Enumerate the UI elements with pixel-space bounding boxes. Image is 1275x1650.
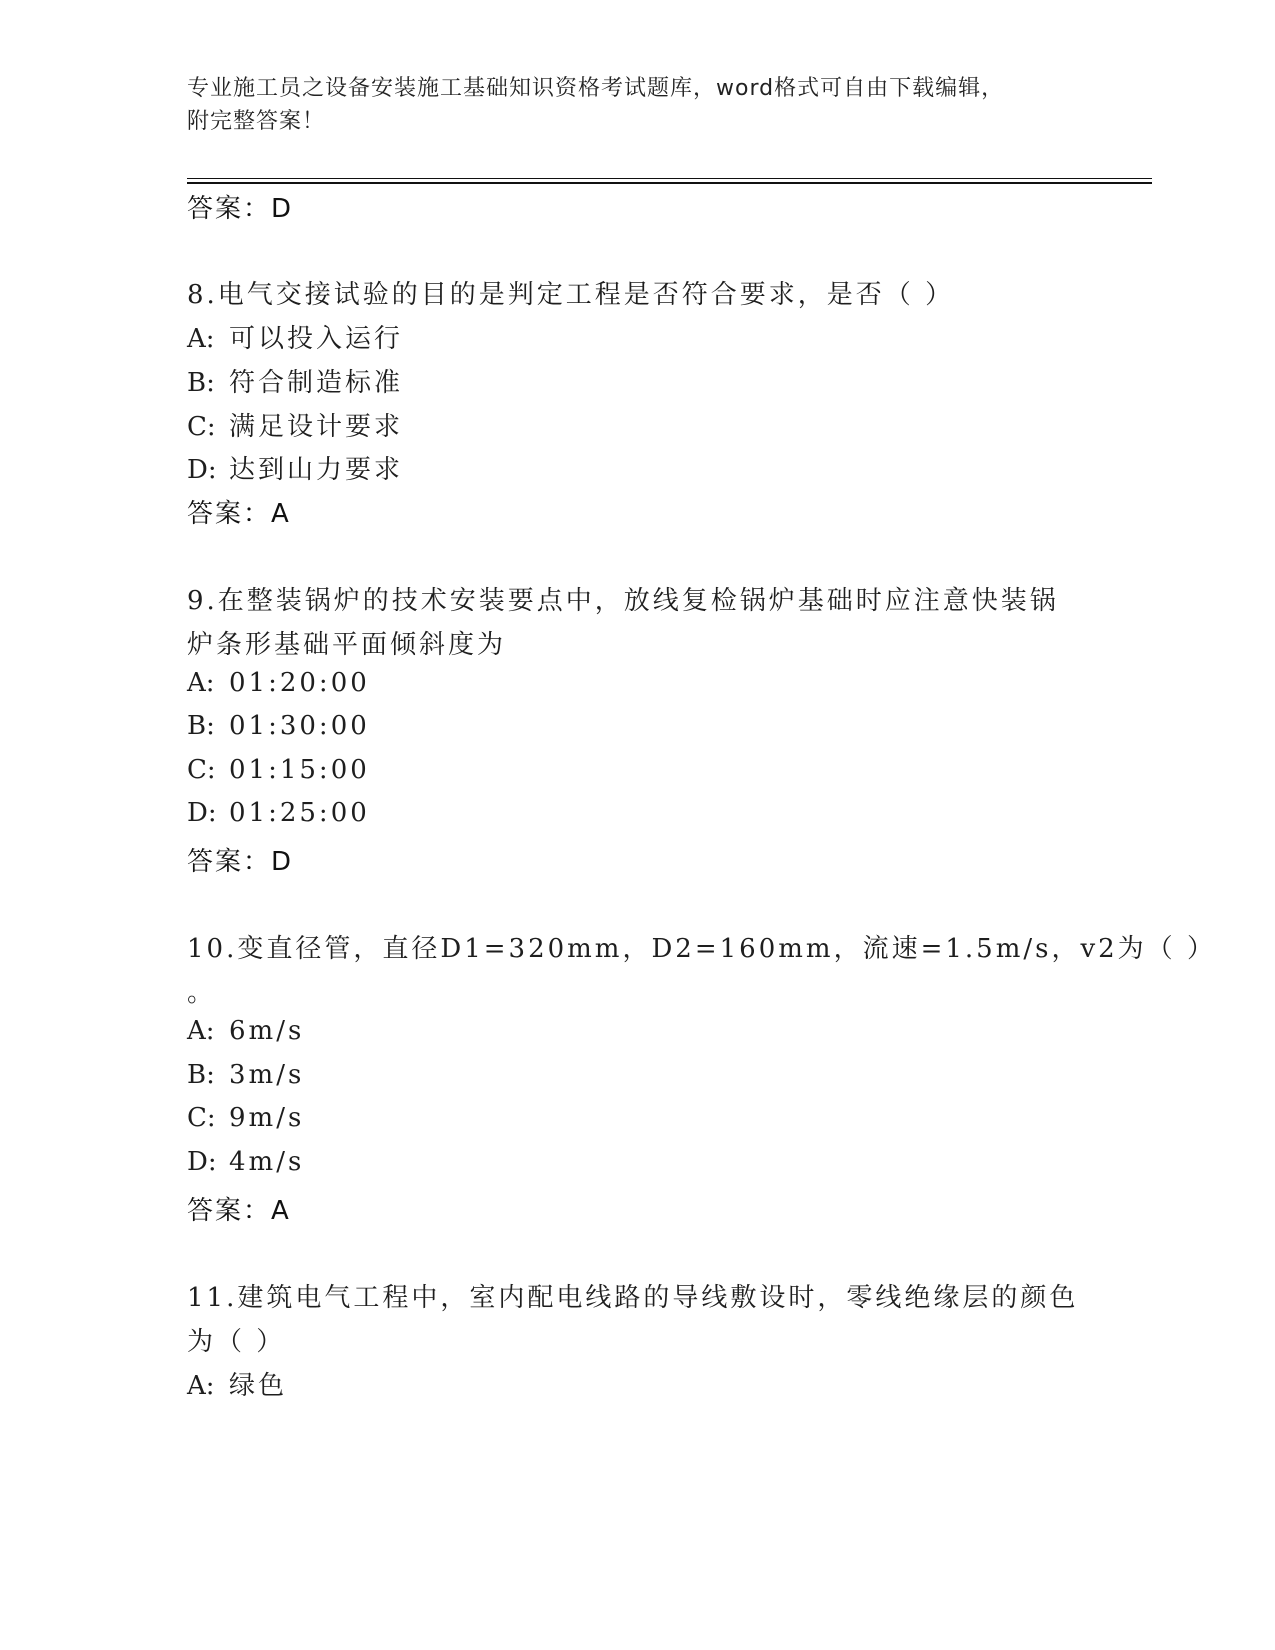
header-line-1: 专业施工员之设备安装施工基础知识资格考试题库，word格式可自由下载编辑， [187,76,1005,101]
question-11-stem-line-2: 为（ ） [187,1327,286,1357]
question-10-option-a [187,1016,304,1046]
question-9-option-b [187,711,370,741]
option-text: 9m/s [229,1103,305,1133]
question-8-answer: 答案：A [187,499,291,529]
option-text: 01:30:00 [229,711,370,741]
question-11-option-a [187,1365,287,1402]
document-header [187,72,1067,138]
question-9-option-a [187,668,370,698]
option-text: 6m/s [229,1016,305,1046]
option-letter: A: [187,668,215,698]
question-8-option-a [187,318,403,355]
question-8-option-c [187,406,403,443]
question-8-stem-line-1: 8.电气交接试验的目的是判定工程是否符合要求，是否（ ） [187,280,955,310]
option-letter: C: [187,412,216,442]
question-8-option-d [187,449,403,486]
question-10-stem-line-2: 。 [187,978,217,1008]
question-9-option-c [187,755,370,785]
option-text: 4m/s [229,1147,305,1177]
question-10-option-b [187,1060,304,1090]
option-text: 01:15:00 [229,755,370,785]
option-letter: B: [187,711,215,741]
previous-answer: 答案：D [187,194,294,224]
option-letter: A: [187,1016,215,1046]
option-text: 符合制造标准 [229,368,404,398]
question-9-answer: 答案：D [187,847,294,877]
header-line-2: 附完整答案！ [187,109,326,134]
option-text: 绿色 [229,1371,288,1401]
header-divider-thick [187,182,1152,184]
option-letter: A: [187,324,215,354]
question-9-stem-line-1: 9.在整装锅炉的技术安装要点中，放线复检锅炉基础时应注意快装锅 [187,586,1059,616]
option-letter: B: [187,368,215,398]
option-letter: A: [187,1371,215,1401]
question-10-stem-line-1: 10.变直径管，直径D1=320mm，D2=160mm，流速=1.5m/s，v2为（ ） [187,934,1216,964]
option-letter: D: [187,455,217,485]
question-9-option-d [187,798,370,828]
option-text: 可以投入运行 [229,324,404,354]
question-10-option-d [187,1147,304,1177]
header-divider-thin [187,178,1152,179]
question-9-stem-line-2: 炉条形基础平面倾斜度为 [187,630,507,660]
option-letter: D: [187,1147,217,1177]
question-8-option-b [187,362,403,399]
option-text: 01:20:00 [229,668,370,698]
option-text: 达到山力要求 [229,455,404,485]
option-letter: D: [187,798,217,828]
question-11-stem-line-1: 11.建筑电气工程中，室内配电线路的导线敷设时，零线绝缘层的颜色 [187,1283,1079,1313]
option-text: 3m/s [229,1060,305,1090]
question-10-answer: 答案：A [187,1196,291,1226]
question-10-option-c [187,1103,304,1133]
option-letter: C: [187,755,216,785]
option-letter: B: [187,1060,215,1090]
option-text: 01:25:00 [229,798,370,828]
option-letter: C: [187,1103,216,1133]
option-text: 满足设计要求 [229,412,404,442]
